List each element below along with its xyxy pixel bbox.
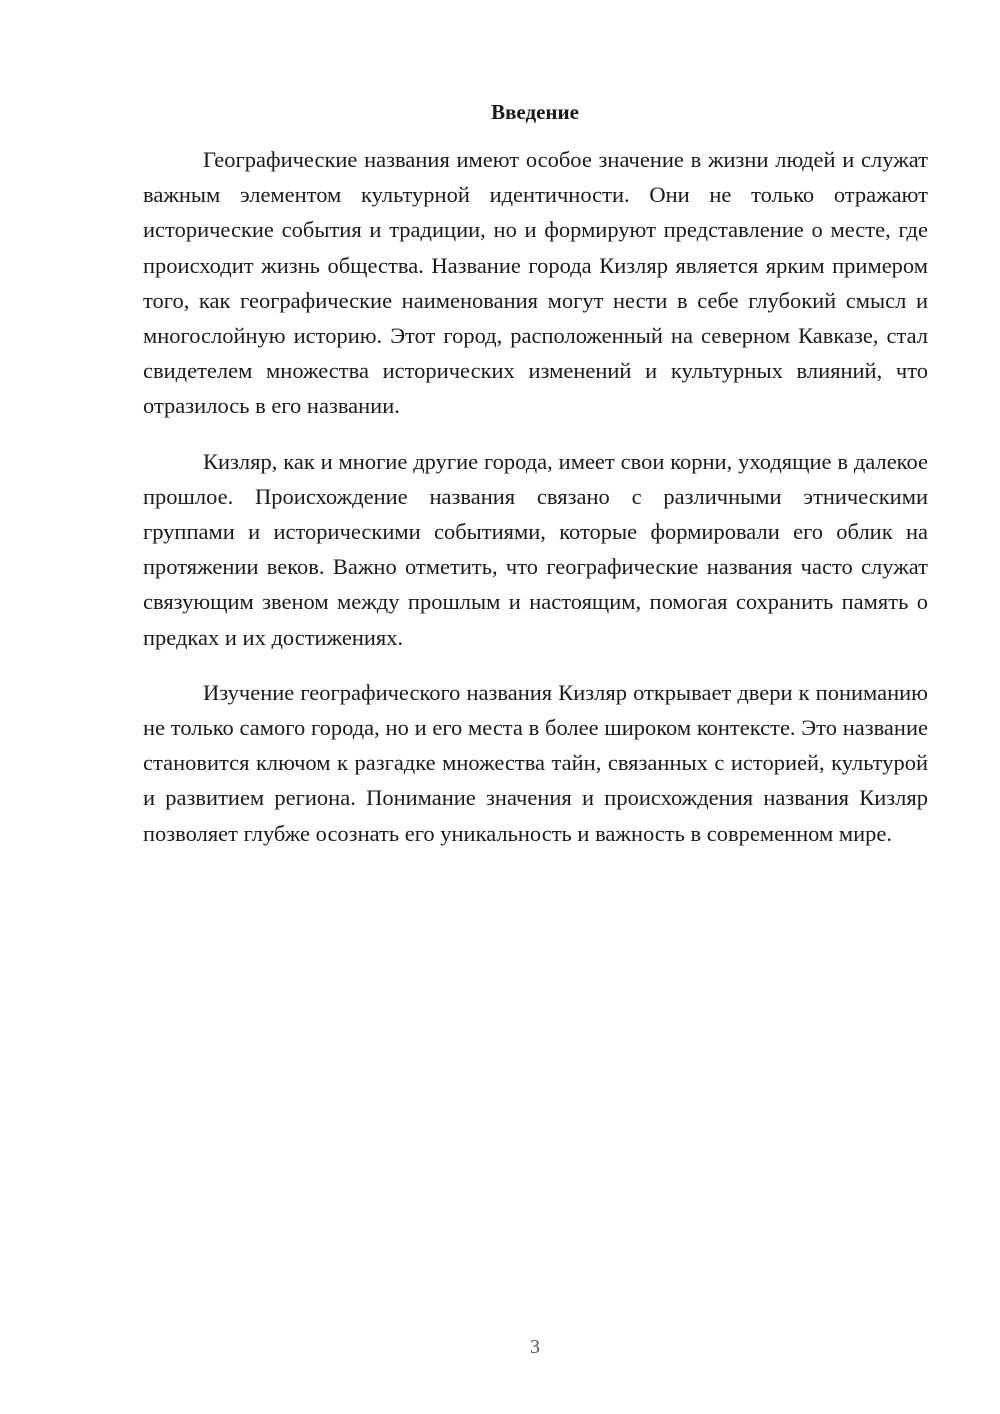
paragraph-1: Географические названия имеют особое значение в жизни людей и служат важным элементом культурной идентичности. Они не только отражают исторические события и традиции, но и формируют представление о месте, где происходит жизнь общества. Название города Кизляр является ярким примером того, как географические наименования могут нести в себе глубокий смысл и многослойную историю. Этот город, расположенный на северном Кавказе, стал свидетелем множества исторических изменений и культурных влияний, что отразилось в его названии. [143,147,928,419]
body-text [143,142,928,871]
paragraph-2: Кизляр, как и многие другие города, имеет свои корни, уходящие в далекое прошлое. Происхождение названия связано с различными этническими группами и историческими событиями, которые формировали его облик на протяжении веков. Важно отметить, что географические названия часто служат связующим звеном между прошлым и настоящим, помогая сохранить память о предках и их достижениях. [143,448,928,650]
paragraph-3: Изучение географического названия Кизляр открывает двери к пониманию не только самого города, но и его места в более широком контексте. Это название становится ключом к разгадке множества тайн, связанных с историей, культурой и развитием региона. Понимание значения и происхождения названия Кизляр позволяет глубже осознать его уникальность и важность в современном мире. [143,679,928,846]
page-title: Введение [491,100,579,124]
page-number: 3 [530,1336,540,1358]
